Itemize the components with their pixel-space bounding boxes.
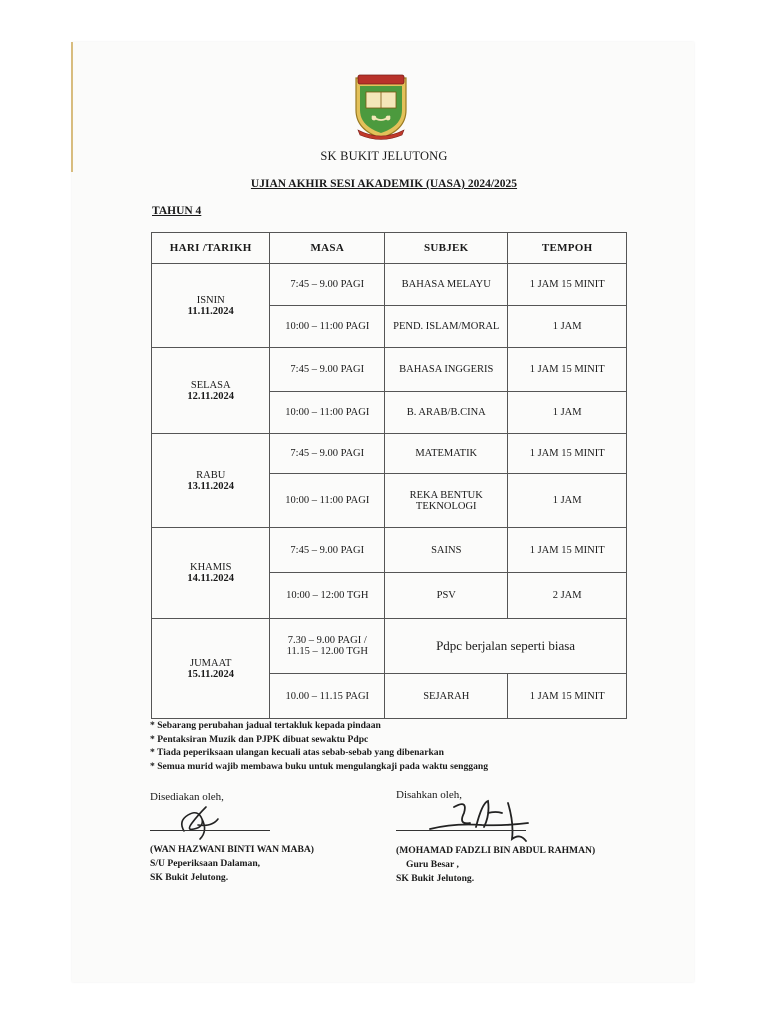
day-name: KHAMIS	[189, 562, 232, 573]
prepared-org: SK Bukit Jelutong.	[150, 872, 229, 883]
note-item: * Semua murid wajib membawa buku untuk mengulangkaji pada waktu senggang	[150, 760, 488, 772]
duration-cell: 1 JAM 15 MINIT	[508, 528, 627, 573]
pdpc-note-cell: Pdpc berjalan seperti biasa	[385, 619, 627, 674]
subject-cell: BAHASA INGGERIS	[385, 348, 508, 392]
day-cell	[152, 348, 270, 434]
prepared-signature-line	[150, 830, 270, 831]
day-cell	[152, 434, 270, 528]
time-cell: 10:00 – 11:00 PAGI	[270, 306, 385, 348]
time-cell: 10:00 – 11:00 PAGI	[270, 474, 385, 528]
table-row	[152, 528, 627, 573]
approved-signature-icon	[424, 793, 534, 849]
prepared-role: S/U Peperiksaan Dalaman,	[150, 858, 261, 869]
day-date: 11.11.2024	[187, 305, 234, 317]
prepared-by-label: Disediakan oleh,	[150, 791, 224, 803]
prepared-by-block	[150, 791, 350, 883]
day-name: JUMAAT	[189, 657, 232, 669]
approved-name: (MOHAMAD FADZLI BIN ABDUL RAHMAN)	[396, 845, 596, 856]
approved-by-label: Disahkan oleh,	[396, 789, 462, 801]
table-header-row	[152, 233, 627, 264]
duration-cell: 1 JAM	[508, 474, 627, 528]
time-cell: 7:45 – 9.00 PAGI	[270, 434, 385, 474]
day-cell	[152, 619, 270, 719]
time-line: 11.15 – 12.00 TGH	[286, 646, 368, 657]
year-label: TAHUN 4	[152, 205, 202, 217]
day-date: 15.11.2024	[187, 668, 235, 680]
header-day-date: HARI /TARIKH	[152, 233, 270, 264]
school-crest-logo	[352, 72, 410, 140]
document-title: UJIAN AKHIR SESI AKADEMIK (UASA) 2024/2025	[250, 178, 518, 190]
approved-role: Guru Besar ,	[406, 859, 459, 870]
duration-cell: 1 JAM	[508, 306, 627, 348]
time-line: 7.30 – 9.00 PAGI /	[287, 635, 367, 646]
prepared-signature-icon	[172, 801, 232, 843]
table-row	[152, 434, 627, 474]
subject-cell	[385, 474, 508, 528]
note-item: * Tiada peperiksaan ulangan kecuali atas sebab-sebab yang dibenarkan	[150, 747, 444, 759]
day-cell	[152, 528, 270, 619]
day-cell	[152, 264, 270, 348]
approved-org: SK Bukit Jelutong.	[396, 873, 475, 884]
day-name: SELASA	[190, 379, 231, 391]
duration-cell: 1 JAM 15 MINIT	[508, 434, 627, 474]
subject-line: TEKNOLOGI	[415, 500, 477, 512]
subject-cell: BAHASA MELAYU	[385, 264, 508, 306]
prepared-name: (WAN HAZWANI BINTI WAN MABA)	[150, 844, 314, 855]
day-date: 12.11.2024	[187, 390, 235, 402]
note-item: * Sebarang perubahan jadual tertakluk kepada pindaan	[150, 720, 381, 731]
time-cell: 10:00 – 11:00 PAGI	[270, 392, 385, 434]
subject-cell: MATEMATIK	[385, 434, 508, 474]
table-row	[152, 264, 627, 306]
subject-cell: SAINS	[385, 528, 508, 573]
day-name: RABU	[196, 469, 226, 481]
header-subject: SUBJEK	[385, 233, 508, 264]
duration-cell: 1 JAM 15 MINIT	[508, 264, 627, 306]
time-cell: 10.00 – 11.15 PAGI	[270, 674, 385, 719]
time-cell: 7:45 – 9.00 PAGI	[270, 264, 385, 306]
time-cell: 7:45 – 9.00 PAGI	[270, 528, 385, 573]
table-row	[152, 619, 627, 674]
header-time: MASA	[270, 233, 385, 264]
day-date: 13.11.2024	[187, 480, 235, 492]
school-name: SK BUKIT JELUTONG	[320, 149, 448, 163]
note-item: * Pentaksiran Muzik dan PJPK dibuat sewaktu Pdpc	[150, 733, 369, 745]
header-duration: TEMPOH	[508, 233, 627, 264]
approved-signature-line	[396, 830, 526, 831]
notes-list	[150, 719, 488, 773]
subject-cell: PSV	[385, 573, 508, 619]
time-cell	[270, 619, 385, 674]
subject-cell: PEND. ISLAM/MORAL	[385, 306, 508, 348]
duration-cell: 1 JAM 15 MINIT	[508, 674, 627, 719]
duration-cell: 1 JAM	[508, 392, 627, 434]
duration-cell: 1 JAM 15 MINIT	[508, 348, 627, 392]
subject-cell: SEJARAH	[385, 674, 508, 719]
exam-schedule-table	[151, 232, 627, 719]
time-cell: 7:45 – 9.00 PAGI	[270, 348, 385, 392]
subject-cell: B. ARAB/B.CINA	[385, 392, 508, 434]
time-cell: 10:00 – 12:00 TGH	[270, 573, 385, 619]
approved-by-block	[396, 789, 636, 884]
duration-cell: 2 JAM	[508, 573, 627, 619]
day-name: ISNIN	[196, 294, 225, 306]
day-date: 14.11.2024	[187, 573, 235, 584]
table-row	[152, 348, 627, 392]
subject-line: REKA BENTUK	[409, 489, 483, 501]
